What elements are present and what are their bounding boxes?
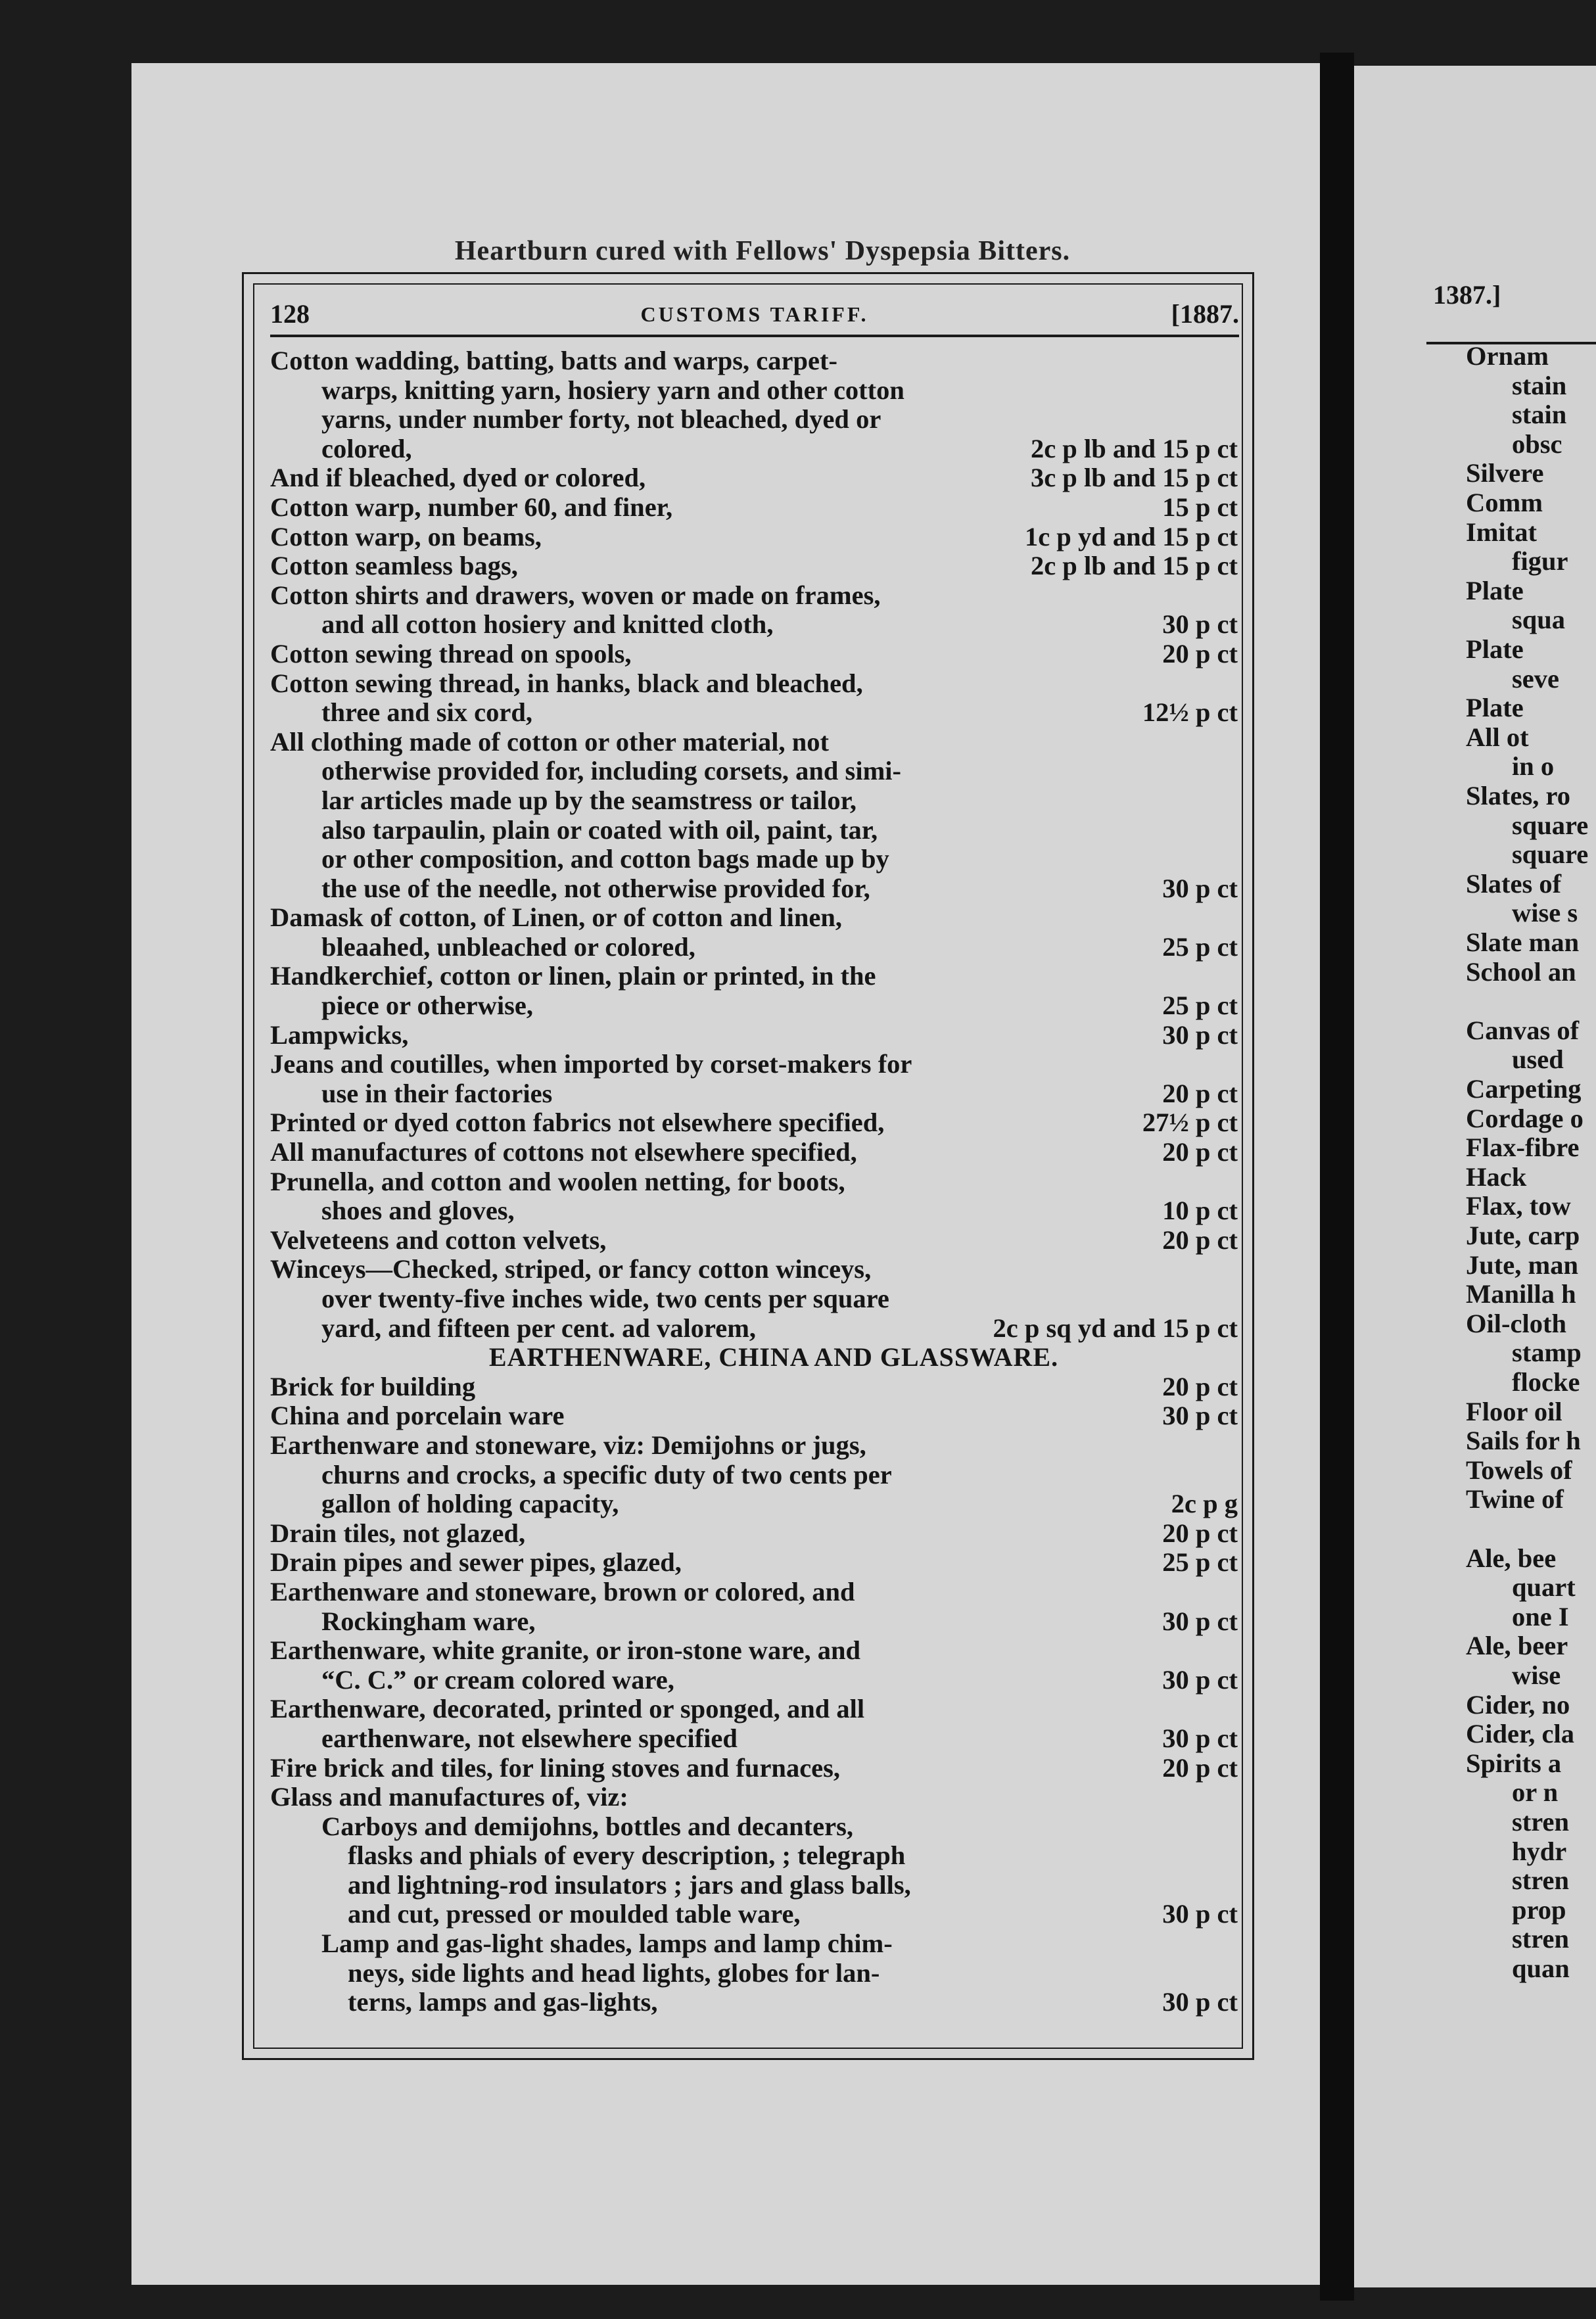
entry-rate: 2c p lb and 15 p ct: [1030, 551, 1238, 581]
entry-line: [270, 1050, 1238, 1079]
entry-text: Lampwicks,: [270, 1019, 409, 1050]
entry-text: Brick for building: [270, 1371, 476, 1401]
entry-text: “C. C.” or cream colored ware,: [321, 1664, 674, 1695]
entry-text: Cotton seamless bags,: [270, 551, 518, 581]
right-page-line: Jute, man: [1466, 1250, 1578, 1280]
page-year: [1887.: [1171, 299, 1239, 329]
entry-text: Drain tiles, not glazed,: [270, 1518, 526, 1548]
tariff-list: [270, 346, 1238, 2017]
tariff-entry: [270, 1431, 1238, 1519]
tariff-entry: [270, 523, 1238, 552]
entry-rate: 20 p ct: [1162, 1137, 1238, 1167]
entry-rate: 2c p lb and 15 p ct: [1030, 433, 1238, 463]
right-page-line: hydr: [1512, 1836, 1567, 1866]
page-frame: [242, 272, 1254, 2060]
entry-text: Glass and manufactures of, viz:: [270, 1782, 628, 1812]
entry-line: [270, 845, 1238, 874]
tariff-entry: [270, 1636, 1238, 1695]
entry-text: Lamp and gas-light shades, lamps and lamp chim-: [321, 1929, 893, 1959]
right-page-line: Flax, tow: [1466, 1191, 1571, 1221]
entry-text: also tarpaulin, plain or coated with oil, paint, tar,: [321, 814, 878, 845]
entry-rate: 25 p ct: [1162, 1547, 1238, 1578]
tariff-entry: [270, 1138, 1238, 1167]
book-gutter: [1320, 53, 1354, 2301]
right-page-line: Imitat: [1466, 517, 1537, 547]
entry-rate: 30 p ct: [1162, 1019, 1238, 1050]
tariff-entry: [270, 463, 1238, 493]
entry-rate: 20 p ct: [1162, 1078, 1238, 1108]
entry-text: And if bleached, dyed or colored,: [270, 463, 646, 493]
entry-text: All manufactures of cottons not elsewhere specified,: [270, 1137, 857, 1167]
entry-text: Earthenware, white granite, or iron-stone ware, and: [270, 1635, 861, 1666]
right-page-line: Slates, ro: [1466, 781, 1570, 810]
right-page-line: Plate: [1466, 634, 1524, 664]
entry-line: [270, 1167, 1238, 1197]
tariff-entry: [270, 1372, 1238, 1402]
entry-line: [270, 669, 1238, 699]
entry-line: [270, 1372, 1238, 1402]
entry-text: Cotton warp, on beams,: [270, 521, 542, 551]
entry-line: [270, 434, 1238, 464]
entry-line: [270, 816, 1238, 845]
entry-line: [270, 640, 1238, 669]
tariff-entry: [270, 669, 1238, 728]
right-page-line: wise: [1512, 1660, 1561, 1690]
entry-line: [270, 523, 1238, 552]
right-page-line: squa: [1512, 605, 1566, 635]
tariff-entry: [270, 1695, 1238, 1753]
entry-line: [270, 1461, 1238, 1490]
entry-line: [270, 1284, 1238, 1314]
right-page-line: Cordage o: [1466, 1103, 1584, 1133]
right-page-header: 1387.]: [1433, 280, 1501, 310]
right-page-line: seve: [1512, 663, 1559, 693]
tariff-entry: [270, 1255, 1238, 1343]
entry-rate: 20 p ct: [1162, 1225, 1238, 1255]
entry-line: [270, 1988, 1238, 2017]
tariff-entry: [270, 962, 1238, 1020]
tariff-entry: [270, 728, 1238, 904]
entry-text: Winceys—Checked, striped, or fancy cotton winceys,: [270, 1254, 872, 1284]
banner-ad: Heartburn cured with Fellows' Dyspepsia Bitters.: [454, 236, 1071, 266]
tariff-entry: [270, 1108, 1238, 1138]
entry-text: yarns, under number forty, not bleached, dyed or: [321, 404, 881, 434]
tariff-entry: [270, 1578, 1238, 1636]
right-page-line: Cider, cla: [1466, 1719, 1574, 1749]
entry-rate: 15 p ct: [1162, 492, 1238, 522]
entry-line: [270, 991, 1238, 1021]
tariff-entry: [270, 1548, 1238, 1578]
entry-text: Drain pipes and sewer pipes, glazed,: [270, 1547, 682, 1578]
right-page-line: quan: [1512, 1954, 1570, 1983]
entry-line: [270, 493, 1238, 523]
entry-rate: 20 p ct: [1162, 1518, 1238, 1548]
entry-rate: 2c p g: [1171, 1489, 1238, 1519]
entry-text: Handkerchief, cotton or linen, plain or printed, in the: [270, 961, 876, 991]
right-page-line: figur: [1512, 546, 1568, 576]
right-page-line: obsc: [1512, 429, 1562, 459]
right-page-line: stren: [1512, 1865, 1569, 1896]
right-page-line: quart: [1512, 1572, 1576, 1603]
entry-line: [270, 1431, 1238, 1461]
right-page-line: in o: [1512, 751, 1555, 782]
tariff-entry: [270, 581, 1238, 640]
right-page-line: Oil-cloth: [1466, 1308, 1566, 1338]
right-page-line: Slate man: [1466, 927, 1580, 957]
tariff-entry: [270, 1812, 1238, 1929]
entry-rate: 25 p ct: [1162, 931, 1238, 962]
tariff-entry: [270, 903, 1238, 962]
right-page-line: Comm: [1466, 488, 1543, 517]
entry-text: Prunella, and cotton and woolen netting, for boots,: [270, 1166, 845, 1196]
entry-line: [270, 1900, 1238, 1929]
right-page-line: stren: [1512, 1924, 1569, 1954]
page-number: 128: [270, 299, 310, 329]
entry-rate: 30 p ct: [1162, 609, 1238, 640]
entry-rate: 30 p ct: [1162, 1606, 1238, 1636]
entry-line: [270, 1666, 1238, 1695]
entry-line: [270, 405, 1238, 434]
right-page-line: Ale, bee: [1466, 1543, 1557, 1573]
entry-text: Jeans and coutilles, when imported by corset-makers for: [270, 1049, 912, 1079]
tariff-entry: [270, 640, 1238, 669]
entry-text: Earthenware and stoneware, brown or colored, and: [270, 1576, 855, 1606]
entry-line: [270, 376, 1238, 406]
entry-line: [270, 581, 1238, 611]
entry-text: Printed or dyed cotton fabrics not elsewhere specified,: [270, 1108, 885, 1138]
entry-text: gallon of holding capacity,: [321, 1489, 619, 1519]
entry-text: Cotton shirts and drawers, woven or made on frames,: [270, 580, 881, 610]
entry-text: Cotton warp, number 60, and finer,: [270, 492, 673, 522]
tariff-entry: [270, 1021, 1238, 1050]
entry-line: [270, 933, 1238, 962]
entry-text: or other composition, and cotton bags made up by: [321, 844, 889, 874]
tariff-entry: [270, 346, 1238, 463]
right-page-line: Carpeting: [1466, 1074, 1582, 1104]
entry-rate: 1c p yd and 15 p ct: [1024, 521, 1238, 551]
entry-text: Rockingham ware,: [321, 1606, 536, 1636]
right-page-line: Manilla h: [1466, 1279, 1576, 1309]
entry-line: [270, 1489, 1238, 1519]
right-page-line: stamp: [1512, 1338, 1582, 1368]
entry-text: over twenty-five inches wide, two cents per square: [321, 1284, 889, 1313]
right-page-line: one I: [1512, 1601, 1569, 1631]
right-page-line: stain: [1512, 400, 1567, 430]
right-page-line: Hack: [1466, 1161, 1527, 1192]
entry-text: Damask of cotton, of Linen, or of cotton and linen,: [270, 902, 843, 933]
entry-line: [270, 1841, 1238, 1871]
entry-text: terns, lamps and gas-lights,: [348, 1987, 658, 2017]
entry-rate: 2c p sq yd and 15 p ct: [993, 1313, 1238, 1343]
entry-rate: 30 p ct: [1162, 1664, 1238, 1695]
right-page-line: Slates of: [1466, 868, 1562, 899]
entry-line: [270, 1607, 1238, 1637]
entry-line: [270, 1021, 1238, 1050]
entry-line: [270, 874, 1238, 904]
entry-text: Earthenware and stoneware, viz: Demijohns or jugs,: [270, 1430, 866, 1460]
right-page-line: Twine of: [1466, 1484, 1564, 1514]
right-page-line: All ot: [1466, 722, 1529, 752]
right-page-line: Ale, beer: [1466, 1631, 1568, 1661]
entry-line: [270, 962, 1238, 991]
entry-line: [270, 551, 1238, 581]
entry-text: flasks and phials of every description, ; telegraph: [348, 1840, 906, 1871]
entry-text: otherwise provided for, including corsets, and simi-: [321, 756, 902, 786]
entry-text: colored,: [321, 433, 412, 463]
right-page-line: Floor oil: [1466, 1396, 1562, 1426]
right-page-line: Flax-fibre: [1466, 1133, 1580, 1163]
entry-line: [270, 1226, 1238, 1255]
entry-line: [270, 1695, 1238, 1724]
entry-rate: 27½ p ct: [1142, 1108, 1238, 1138]
entry-text: Fire brick and tiles, for lining stoves and furnaces,: [270, 1752, 841, 1783]
entry-line: [270, 1138, 1238, 1167]
right-page-line: flocke: [1512, 1367, 1580, 1397]
entry-text: three and six cord,: [321, 697, 532, 728]
entry-line: [270, 1314, 1238, 1344]
entry-rate: 30 p ct: [1162, 1723, 1238, 1753]
page-title: CUSTOMS TARIFF.: [640, 302, 869, 326]
page-header: [270, 294, 1239, 337]
entry-text: yard, and fifteen per cent. ad valorem,: [321, 1313, 757, 1343]
entry-text: All clothing made of cotton or other material, not: [270, 726, 830, 757]
entry-rate: 25 p ct: [1162, 991, 1238, 1021]
entry-text: bleaahed, unbleached or colored,: [321, 931, 695, 962]
entry-text: and lightning-rod insulators ; jars and glass balls,: [348, 1869, 911, 1900]
tariff-entry: [270, 1226, 1238, 1255]
right-page-line: used: [1512, 1044, 1564, 1075]
right-page-line: stain: [1512, 370, 1567, 400]
entry-text: the use of the needle, not otherwise provided for,: [321, 873, 870, 903]
entry-line: [270, 1079, 1238, 1109]
entry-text: shoes and gloves,: [321, 1196, 515, 1226]
right-page-line: wise s: [1512, 898, 1578, 928]
entry-rate: 30 p ct: [1162, 1899, 1238, 1929]
entry-text: Cotton sewing thread, in hanks, black and bleached,: [270, 668, 863, 698]
right-page-line: stren: [1512, 1807, 1569, 1837]
entry-text: Cotton sewing thread on spools,: [270, 638, 632, 668]
tariff-entry: [270, 1783, 1238, 1812]
tariff-entry: [270, 1401, 1238, 1431]
entry-text: Cotton wadding, batting, batts and warps, carpet-: [270, 346, 837, 375]
entry-line: [270, 903, 1238, 933]
entry-text: and cut, pressed or moulded table ware,: [348, 1899, 801, 1929]
entry-text: warps, knitting yarn, hosiery yarn and other cotton: [321, 375, 904, 405]
right-page-line: square: [1512, 810, 1589, 840]
tariff-entry: [270, 1519, 1238, 1549]
entry-line: [270, 463, 1238, 493]
tariff-entry: [270, 1167, 1238, 1226]
right-page-line: Cider, no: [1466, 1689, 1570, 1720]
entry-text: Earthenware, decorated, printed or sponged, and all: [270, 1694, 865, 1724]
entry-line: [270, 1519, 1238, 1549]
entry-line: [270, 1108, 1238, 1138]
entry-line: [270, 1871, 1238, 1900]
entry-rate: 20 p ct: [1162, 1371, 1238, 1401]
entry-line: [270, 786, 1238, 816]
right-page-line: Sails for h: [1466, 1426, 1581, 1456]
entry-line: [270, 1636, 1238, 1666]
entry-line: [270, 1959, 1238, 1988]
tariff-entry: [270, 493, 1238, 523]
entry-line: [270, 346, 1238, 376]
entry-line: [270, 1754, 1238, 1783]
entry-text: and all cotton hosiery and knitted cloth,: [321, 609, 774, 640]
entry-text: churns and crocks, a specific duty of two cents per: [321, 1459, 892, 1489]
entry-line: [270, 1196, 1238, 1226]
right-page-line: Plate: [1466, 575, 1524, 605]
entry-line: [270, 1724, 1238, 1754]
entry-text: earthenware, not elsewhere specified: [321, 1723, 738, 1753]
right-page-line: Jute, carp: [1466, 1221, 1580, 1250]
right-page-line: Canvas of: [1466, 1015, 1580, 1045]
entry-text: neys, side lights and head lights, globes for lan-: [348, 1957, 880, 1988]
right-page-line: Silvere: [1466, 458, 1544, 488]
entry-line: [270, 1548, 1238, 1578]
right-page-line: or n: [1512, 1777, 1559, 1808]
entry-line: [270, 1929, 1238, 1959]
tariff-entry: [270, 1929, 1238, 2017]
entry-text: Carboys and demijohns, bottles and decanters,: [321, 1811, 853, 1841]
entry-text: China and porcelain ware: [270, 1401, 565, 1431]
entry-rate: 30 p ct: [1162, 1401, 1238, 1431]
entry-text: lar articles made up by the seamstress or tailor,: [321, 785, 857, 815]
entry-line: [270, 698, 1238, 728]
entry-line: [270, 1783, 1238, 1812]
entry-rate: 20 p ct: [1162, 638, 1238, 668]
entry-line: [270, 610, 1238, 640]
entry-line: [270, 1578, 1238, 1607]
entry-line: [270, 1812, 1238, 1842]
entry-text: use in their factories: [321, 1078, 553, 1108]
right-page-line: Plate: [1466, 693, 1524, 723]
entry-rate: 3c p lb and 15 p ct: [1030, 463, 1238, 493]
right-page-line: School an: [1466, 956, 1576, 987]
right-page-line: square: [1512, 839, 1589, 870]
right-page-line: Ornam: [1466, 341, 1549, 371]
entry-line: [270, 1255, 1238, 1284]
entry-rate: 10 p ct: [1162, 1196, 1238, 1226]
entry-text: Velveteens and cotton velvets,: [270, 1225, 607, 1255]
entry-rate: 30 p ct: [1162, 873, 1238, 903]
entry-rate: 30 p ct: [1162, 1987, 1238, 2017]
right-page-line: Spirits a: [1466, 1748, 1562, 1778]
entry-line: [270, 1401, 1238, 1431]
tariff-entry: [270, 1754, 1238, 1783]
right-page-line: prop: [1512, 1894, 1566, 1925]
tariff-entry: [270, 1050, 1238, 1108]
right-page-line: Towels of: [1466, 1455, 1572, 1485]
entry-line: [270, 757, 1238, 786]
entry-rate: 12½ p ct: [1142, 697, 1238, 728]
entry-text: piece or otherwise,: [321, 991, 534, 1021]
section-heading: EARTHENWARE, CHINA AND GLASSWARE.: [488, 1342, 1059, 1372]
entry-line: [270, 728, 1238, 757]
tariff-entry: [270, 551, 1238, 581]
entry-rate: 20 p ct: [1162, 1752, 1238, 1783]
